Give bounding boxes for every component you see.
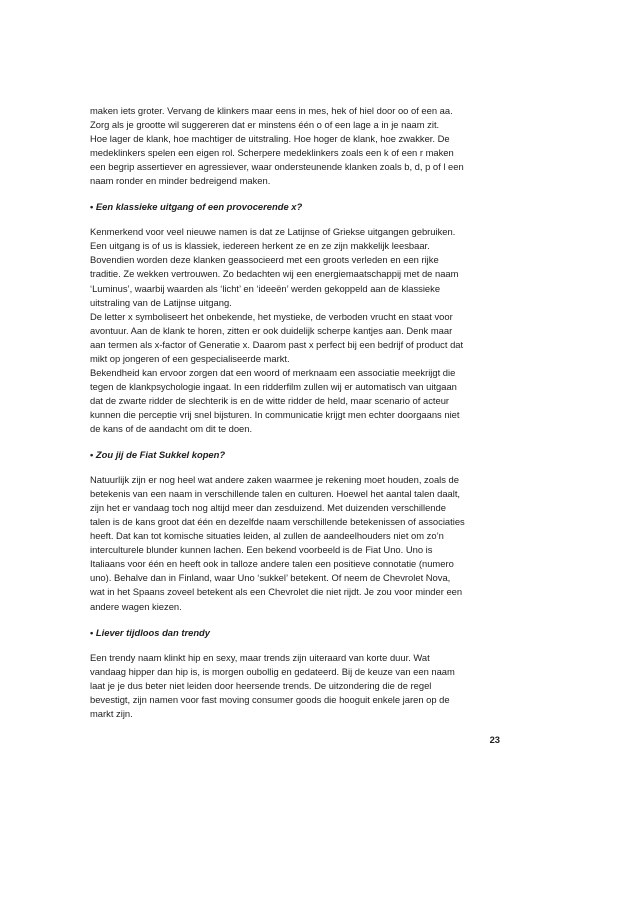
section-heading-text: Zou jij de Fiat Sukkel kopen?	[95, 449, 226, 461]
page-body	[90, 104, 510, 721]
bullet-icon: •	[90, 626, 94, 638]
body-paragraph: Natuurlijk zijn er nog heel wat andere zaken waarmee je rekening moet houden, zoals de betekenis van een naam in verschillende talen en culturen. Hoewel het aantal talen daalt, zijn het er vandaag toch nog altijd meer dan zesduizend. Met duizenden verschillende talen is de kans groot dat één en dezelfde naam verschillende betekenissen of associaties heeft. Dat kan tot komische situaties leiden, al zullen de aandeelhouders niet om zo’n interculturele blunder kunnen lachen. Een bekend voorbeeld is de Fiat Uno. Uno is Italiaans voor één en heeft ook in talloze andere talen een positieve connotatie (numero uno). Behalve dan in Finland, waar Uno ‘sukkel’ betekent. Of neem de Chevrolet Nova, wat in het Spaans zoveel betekent als een Chevrolet die niet rijdt. Je zou voor minder een andere wagen kiezen.	[90, 474, 465, 612]
body-paragraph: Een trendy naam klinkt hip en sexy, maar trends zijn uiteraard van korte duur. Wat vandaag hipper dan hip is, is morgen oubollig en gedateerd. Bij de keuze van een naam laat je je dus beter niet leiden door heersende trends. De uitzondering die de regel bevestigt, zijn namen voor fast moving consumer goods die hooguit enkele jaren op de markt zijn.	[90, 651, 455, 719]
body-paragraph: maken iets groter. Vervang de klinkers maar eens in mes, hek of hiel door oo of een aa. Zorg als je grootte wil suggereren dat er minstens één o of een lage a in je naam zit. Hoe lager de klank, hoe machtiger de uitstraling. Hoe hoger de klank, hoe zwakker. De medeklinkers spelen een eigen rol. Scherpere medeklinkers zoals een k of een r maken een begrip assertiever en agressiever, waar ondersteunende klanken zoals b, d, p of l een naam ronder en minder bedreigend maken.	[90, 105, 464, 187]
section-heading-text: Een klassieke uitgang of een provocerende x?	[95, 201, 303, 213]
section-heading	[90, 200, 510, 214]
bullet-icon: •	[90, 201, 94, 213]
page-number: 23	[489, 734, 500, 745]
section-heading	[90, 448, 510, 462]
bullet-icon: •	[90, 449, 94, 461]
body-paragraph: Kenmerkend voor veel nieuwe namen is dat ze Latijnse of Griekse uitgangen gebruiken. Een uitgang is of us is klassiek, iedereen herkent ze en ze zijn makkelijk leesbaar. Bovendien worden deze klanken geassocieerd met een groots verleden en een rijke traditie. Ze wekken vertrouwen. Zo bedachten wij een energiemaatschappij met de naam ‘Luminus’, waarbij waarden als ‘licht’ en ‘ideeën’ werden gekoppeld aan de klassieke uitstraling van de Latijnse uitgang. De letter x symboliseert het onbekende, het mystieke, de verboden vrucht en staat voor avontuur. Aan de klank te horen, zitten er ook duidelijk scherpe kantjes aan. Denk maar aan termen als x-factor of Generatie x. Daarom past x perfect bij een bedrijf of product dat mikt op jongeren of een gespecialiseerde markt. Bekendheid kan ervoor zorgen dat een woord of merknaam een associatie meekrijgt die tegen de klankpsychologie ingaat. In een ridderfilm zullen wij er automatisch van uitgaan dat de zwarte ridder de slechterik is en de witte ridder de held, maar scenario of acteur kunnen die perceptie vrij snel bijsturen. In communicatie krijgt men echter doorgaans niet de kans of de aandacht om dit te doen.	[90, 226, 464, 434]
section-heading-text: Liever tijdloos dan trendy	[95, 626, 210, 638]
section-heading	[90, 626, 510, 640]
